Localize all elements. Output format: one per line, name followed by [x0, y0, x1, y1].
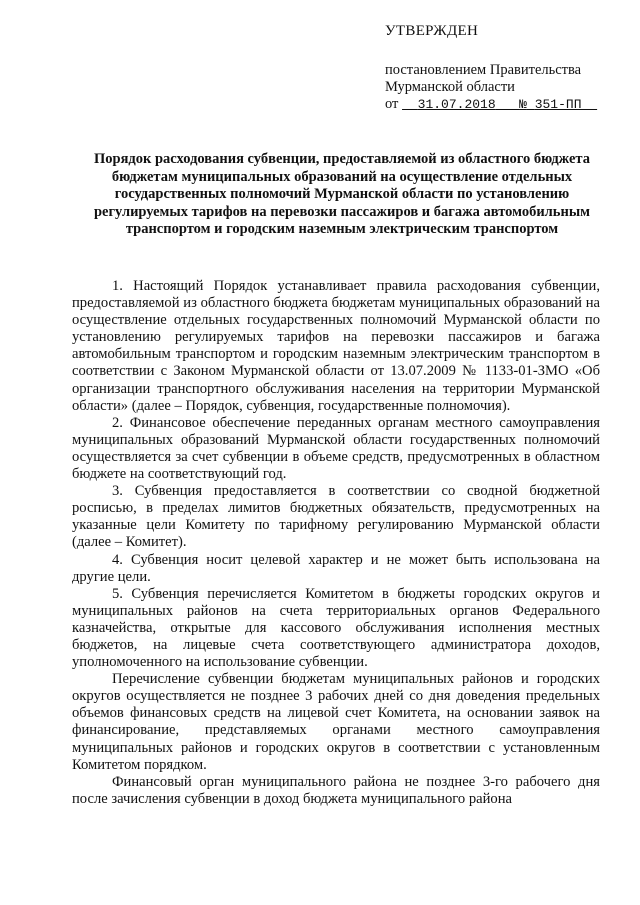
paragraph-6: Перечисление субвенции бюджетам муниципальных районов и городских округов осуществляется не позднее 3 рабочих дней со дня доведения предельных объемов финансовых средств на лицевой счет Комитета, на основании заявок на финансирование, представляемых органами местного самоуправления муниципальных районов и городских округов в соответствии с установленным Комитетом порядком. — [72, 671, 600, 773]
approval-number: 351-ПП — [534, 97, 582, 112]
document-title: Порядок расходования субвенции, предоставляемой из областного бюджета бюджетам муниципальных образований на осуществление отдельных государственных полномочий Мурманской области по установлению регулируемых тарифов на перевозки пассажиров и багажа автомобильным транспортом и городским наземным электрическим транспортом — [93, 151, 591, 237]
approval-line-2: Мурманской области — [385, 79, 515, 95]
paragraph-3: 3. Субвенция предоставляется в соответствии со сводной бюджетной росписью, в пределах лимитов бюджетных обязательств, предусмотренных на указанные цели Комитету по тарифному регулированию Мурманской области (далее – Комитет). — [72, 483, 600, 551]
paragraph-5: 5. Субвенция перечисляется Комитетом в бюджеты городских округов и муниципальных районов на счета территориальных органов Федерального казначейства, открытые для кассового обслуживания исполнения местных бюджетов, на лицевые счета соответствующего администратора доходов, уполномоченного на использование субвенции. — [72, 585, 600, 671]
approval-stamp — [385, 23, 625, 113]
approval-date: 31.07.2018 — [417, 97, 496, 112]
paragraph-2: 2. Финансовое обеспечение переданных органам местного самоуправления муниципальных образований Мурманской области государственных полномочий осуществляется за счет субвенции в объеме средств, предусмотренных в областном бюджете на соответствующий год. — [72, 414, 600, 483]
paragraph-7: Финансовый орган муниципального района не позднее 3-го рабочего дня после зачисления субвенции в доход бюджета муниципального района — [72, 773, 600, 807]
approval-line-1: постановлением Правительства — [385, 62, 582, 78]
paragraph-4: 4. Субвенция носит целевой характер и не может быть использована на другие цели. — [72, 551, 600, 585]
approval-heading: УТВЕРЖДЕН — [385, 23, 479, 39]
paragraph-1: 1. Настоящий Порядок устанавливает правила расходования субвенции, предоставляемой из областного бюджета бюджетам муниципальных образований на осуществление отдельных государственных полномочий Мурманской области по установлению регулируемых тарифов на перевозки пассажиров и багажа автомобильным транспортом и городским наземным электрическим транспортом в соответствии с Законом Мурманской области от 13.07.2009 № 1133-01-ЗМО «Об организации транспортного обслуживания населения на территории Мурманской области» (далее – Порядок, субвенция, государственные полномочия). — [72, 278, 600, 414]
approval-number-label: № — [519, 97, 527, 112]
approval-date-line — [385, 96, 625, 113]
approval-from-label: от — [385, 96, 399, 112]
document-body — [72, 278, 600, 808]
